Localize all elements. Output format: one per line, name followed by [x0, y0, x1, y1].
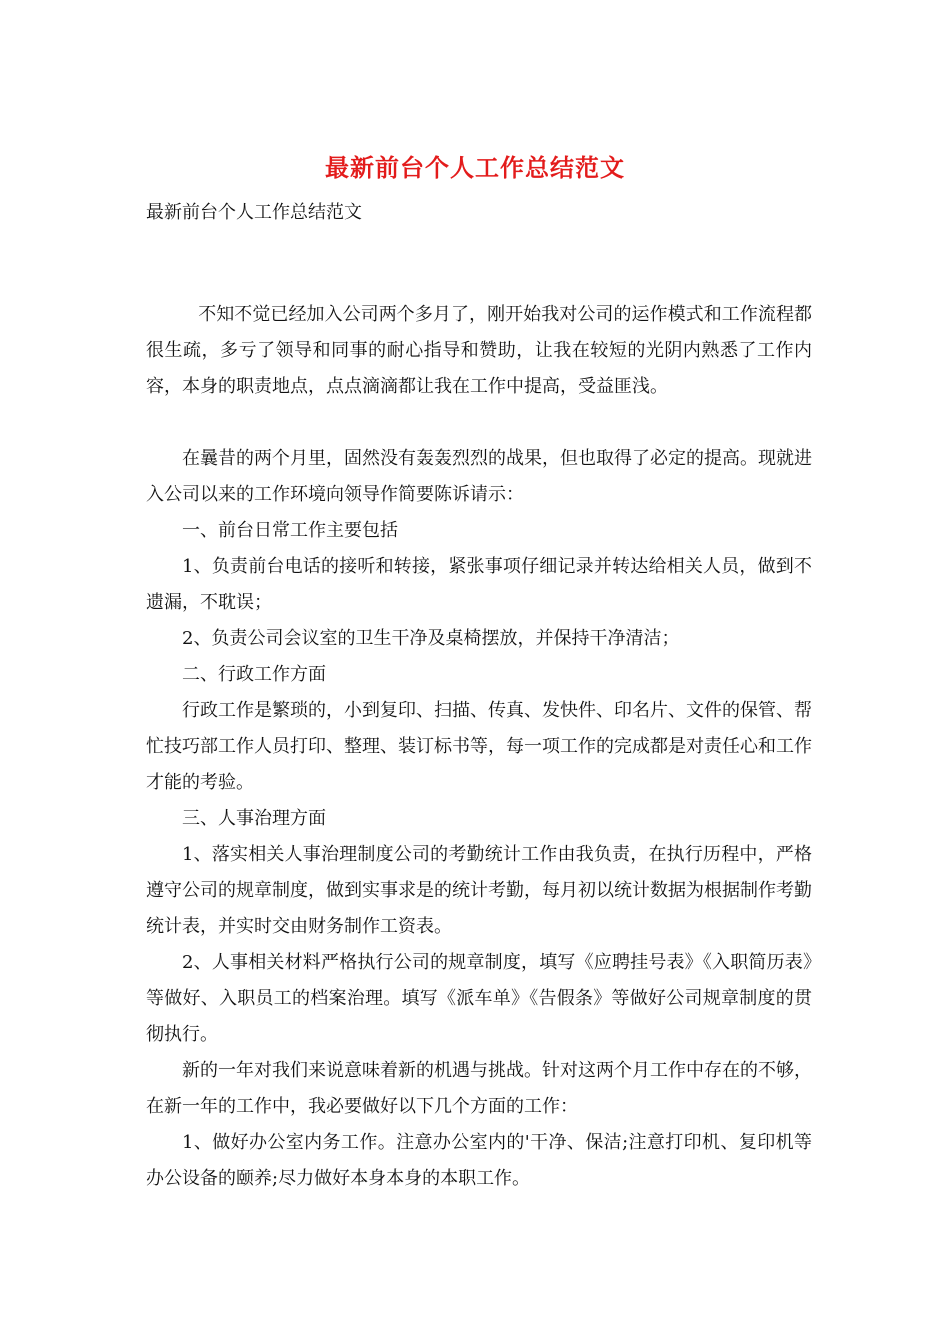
document-subtitle: 最新前台个人工作总结范文 — [146, 202, 362, 223]
section-heading-front-desk: 一、前台日常工作主要包括 — [182, 520, 398, 541]
paragraph-item: 行政工作是繁琐的，小到复印、扫描、传真、发快件、印名片、文件的保管、帮忙技巧部工作人员打印、整理、装订标书等，每一项工作的完成都是对责任心和工作才能的考验。 — [146, 700, 812, 793]
paragraph-item: 新的一年对我们来说意味着新的机遇与挑战。针对这两个月工作中存在的不够，在新一年的工作中，我必要做好以下几个方面的工作： — [146, 1060, 812, 1117]
section-heading-hr: 三、人事治理方面 — [182, 808, 326, 829]
paragraph-item: 1、负责前台电话的接听和转接，紧张事项仔细记录并转达给相关人员，做到不遗漏，不耽误； — [146, 556, 812, 613]
section-heading-admin: 二、行政工作方面 — [182, 664, 326, 685]
document-title: 最新前台个人工作总结范文 — [325, 153, 625, 182]
paragraph-gap — [146, 405, 812, 441]
paragraph-summary: 在曩昔的两个月里，固然没有轰轰烈烈的战果，但也取得了必定的提高。现就进入公司以来的工作环境向领导作简要陈诉请示： — [146, 448, 812, 505]
paragraph-item: 1、做好办公室内务工作。注意办公室内的'干净、保洁;注意打印机、复印机等办公设备的颐养;尽力做好本身本身的本职工作。 — [146, 1132, 812, 1189]
paragraph-item: 2、负责公司会议室的卫生干净及桌椅摆放，并保持干净清洁； — [182, 628, 680, 649]
paragraph-intro: 不知不觉已经加入公司两个多月了，刚开始我对公司的运作模式和工作流程都很生疏，多亏了领导和同事的耐心指导和赞助，让我在较短的光阴内熟悉了工作内容，本身的职责地点，点点滴滴都让我在工作中提高，受益匪浅。 — [146, 304, 812, 397]
document-body — [146, 297, 812, 1197]
paragraph-item: 1、落实相关人事治理制度公司的考勤统计工作由我负责，在执行历程中，严格遵守公司的规章制度，做到实事求是的统计考勤，每月初以统计数据为根据制作考勤统计表，并实时交由财务制作工资表。 — [146, 844, 812, 937]
paragraph-item: 2、人事相关材料严格执行公司的规章制度，填写《应聘挂号表》《入职简历表》等做好、入职员工的档案治理。填写《派车单》《告假条》等做好公司规章制度的贯彻执行。 — [146, 952, 812, 1045]
